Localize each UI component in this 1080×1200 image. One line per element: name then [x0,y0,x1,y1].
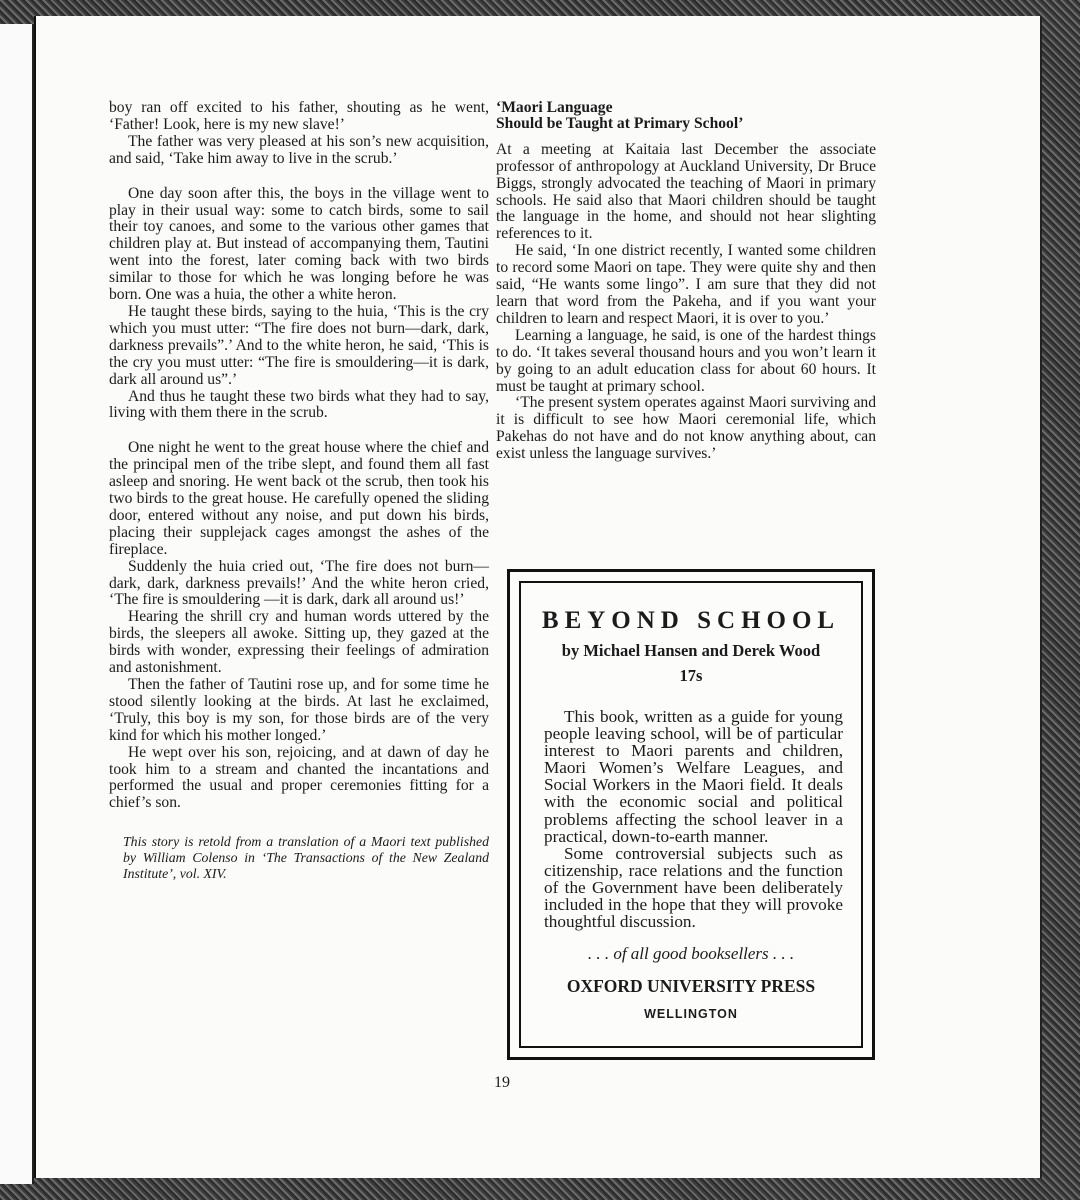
article-paragraph: ‘The present system operates against Maori surviving and it is difficult to see how Maori ceremonial life, which Pakehas do not have and do not know anything about, can exist unless the language survives.’ [496,394,876,463]
story-paragraph: One night he went to the great house where the chief and the principal men of the tribe slept, and found them all fast asleep and snoring. He went back ot the scrub, then took his two birds to the great house. He carefully opened the sliding door, entered without any noise, and put down his birds, placing their supplejack cages amongst the ashes of the fireplace. [109,439,489,558]
advert-paragraph: This book, written as a guide for young people leaving school, will be of particular interest to Maori parents and children, Maori Women’s Welfare Leagues, and Social Workers in the Maori field. It deals with the economic social and political problems affecting the school leaver in a practical, down-to-earth manner. [544,707,843,846]
story-paragraph: Hearing the shrill cry and human words uttered by the birds, the sleepers all awoke. Sitting up, they gazed at the birds with wonder, expressing their feelings of admiration and astonishment. [109,608,489,677]
story-paragraph: The father was very pleased at his son’s new acquisition, and said, ‘Take him away to live in the scrub.’ [109,132,489,167]
story-paragraph: And thus he taught these two birds what they had to say, living with them there in the scrub. [109,387,489,422]
article-paragraph: Learning a language, he said, is one of the hardest things to do. ‘It takes several thousand hours and you won’t learn it by going to an adult education class for about 60 hours. It must be taught at primary school. [496,326,876,395]
article-heading [496,100,876,133]
advert-sellers: . . . of all good booksellers . . . [587,944,795,964]
advert-price: 17s [679,666,703,685]
advert-authors: by Michael Hansen and Derek Wood [561,641,821,660]
story-paragraph: One day soon after this, the boys in the village went to play in their usual way: some to catch birds, some to sail their toy canoes, and some to the various other games that children play at. But instead of accompanying them, Tautini went into the forest, later coming back with two birds similar to those for which he was longing before he was born. One was a huia, the other a white heron. [109,184,489,304]
article-heading-line: ‘Maori Language [496,99,613,116]
advert-publisher: OXFORD UNIVERSITY PRESS [566,976,816,997]
story-paragraph: Then the father of Tautini rose up, and for some time he stood silently looking at the birds. At last he exclaimed, ‘Truly, this boy is my son, for those birds are of the very kind for which his mother longed.’ [109,676,489,744]
article-column [496,100,876,463]
advert-inner-border [519,581,863,1048]
story-paragraph: He wept over his son, rejoicing, and at dawn of day he took him to a stream and chanted the incantations and performed the usual and proper ceremonies fitting for a chief’s son. [109,743,489,812]
story-paragraph: He taught these birds, saying to the huia, ‘This is the cry which you must utter: “The fire does not burn—dark, dark, darkness prevails”.’ And to the white heron, he said, ‘This is the cry you must utter: “The fire is smouldering—it is dark, dark all around us”.’ [109,302,489,388]
article-heading-line: Should be Taught at Primary School’ [496,115,744,133]
article-paragraph: At a meeting at Kaitaia last December the associate professor of anthropology at Auckland University, Dr Bruce Biggs, strongly advocated the teaching of Maori in primary schools. He said also that Maori children should be taught the language in the home, and should not hear slighting references to it. [496,140,876,243]
story-column [109,100,489,882]
story-paragraph: boy ran off excited to his father, shouting as he went, ‘Father! Look, here is my new slave!’ [109,99,489,133]
previous-page-edge [0,24,34,1184]
article-paragraph: He said, ‘In one district recently, I wanted some children to record some Maori on tape. They were quite shy and then said, “He wants some lingo”. I am sure that they did not learn that word from the Pakeha, and if you want your children to learn and respect Maori, it is over to you.’ [496,242,876,327]
advert-title: BEYOND SCHOOL [541,607,841,634]
advert-paragraph: Some controversial subjects such as citizenship, race relations and the function of the Government have been deliberately included in the hope that they will provoke thoughtful discussion. [544,843,843,932]
advert-city: WELLINGTON [644,1007,738,1022]
source-note: This story is retold from a translation of a Maori text published by William Colenso in ‘The Transactions of the New Zealand Institute’, vol. XIV. [123,834,489,882]
page-number: 19 [494,1074,510,1091]
advert-body [544,708,843,930]
story-paragraph: Suddenly the huia cried out, ‘The fire does not burn—dark, dark, darkness prevails!’ And the white heron cried, ‘The fire is smouldering —it is dark, dark all around us!’ [109,557,489,609]
book-advert [507,569,875,1060]
